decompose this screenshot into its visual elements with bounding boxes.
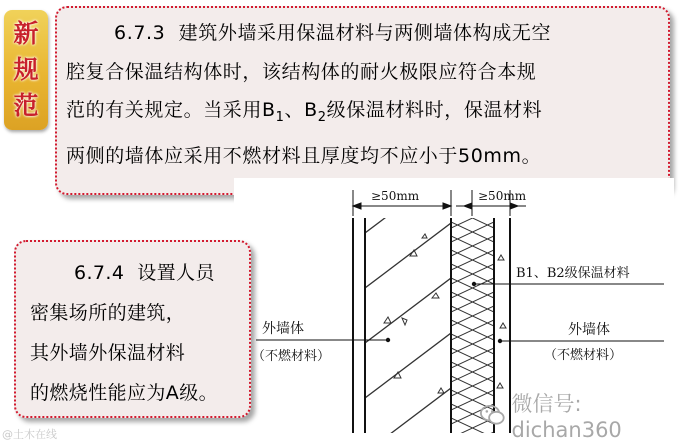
clause-673-sub2: 2 <box>317 109 327 125</box>
left-wall-hatch <box>365 178 451 433</box>
badge-char-3: 范 <box>13 91 39 120</box>
wechat-icon <box>480 403 506 427</box>
clause-674-line1: 设置人员 <box>137 262 215 284</box>
insulation-label: B1、B2级保温材料 <box>516 266 630 281</box>
dim-right-label: ≥50mm <box>478 189 527 203</box>
wechat-id-text: 微信号: dichan360 <box>511 392 622 442</box>
clause-673-line2: 腔复合保温结构体时，该结构体的耐火极限应符合本规 <box>66 60 537 83</box>
clause-673-text <box>66 14 656 176</box>
clause-674-line2: 密集场所的建筑， <box>30 302 186 324</box>
clause-674-number: 6.7.4 <box>74 262 125 284</box>
aggregate-marks <box>384 234 444 393</box>
clause-673-number: 6.7.3 <box>114 22 166 44</box>
left-wall-label: 外墙体 <box>262 321 304 337</box>
badge-char-1: 新 <box>13 19 39 48</box>
left-wall-note: （不燃材料） <box>252 349 331 364</box>
new-standard-badge <box>4 10 48 130</box>
clause-674-line3: 其外墙外保温材料 <box>30 342 186 364</box>
clause-673-line3b: 、B <box>284 99 318 121</box>
clause-673-line4: 两侧的墙体应采用不燃材料且厚度均不应小于50mm。 <box>66 145 542 168</box>
clause-673-line3a: 范的有关规定。当采用B <box>66 99 276 121</box>
wechat-watermark <box>480 388 682 442</box>
dim-left-label: ≥50mm <box>371 189 420 203</box>
right-wall-note: （不燃材料） <box>544 348 623 363</box>
right-wall-label: 外墙体 <box>568 322 610 338</box>
clause-674-text <box>30 253 250 413</box>
right-wall-marks <box>497 255 506 388</box>
clause-674-line4: 的燃烧性能应为A级。 <box>30 382 218 404</box>
site-watermark: @土木在线 <box>2 428 57 441</box>
clause-673-line3c: 级保温材料时，保温材料 <box>326 99 543 121</box>
badge-char-2: 规 <box>13 55 39 84</box>
clause-673-line1: 建筑外墙采用保温材料与两侧墙体构成无空 <box>178 22 552 44</box>
clause-673-sub1: 1 <box>275 109 285 125</box>
